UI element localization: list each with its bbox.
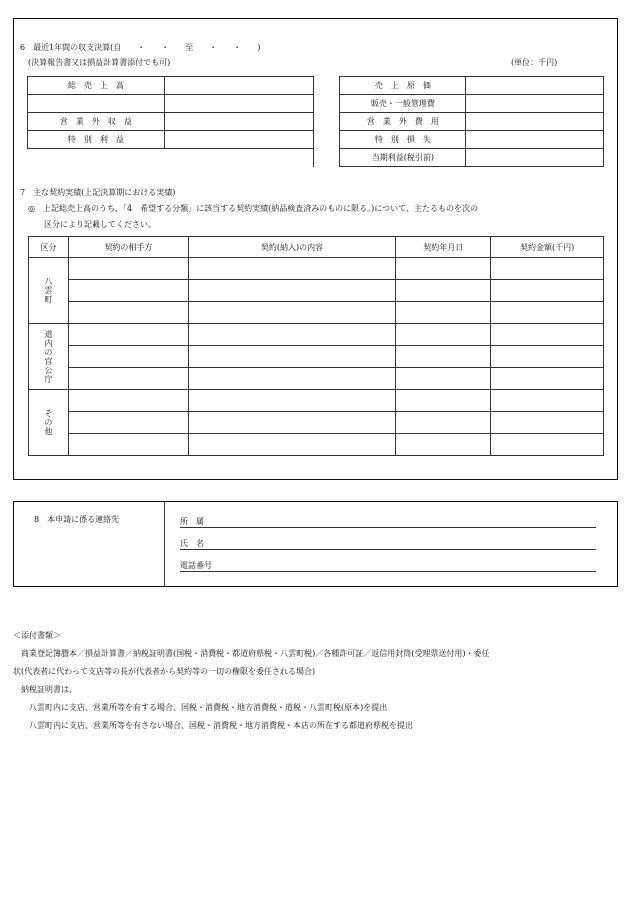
- input-cell[interactable]: [68, 434, 188, 456]
- input-cell[interactable]: [188, 258, 396, 280]
- label-blank: [28, 95, 165, 113]
- value-cell[interactable]: [164, 113, 314, 131]
- attachments-heading: ＜添付書類＞: [13, 631, 61, 640]
- label-non-operating-expense: 営 業 外 費 用: [340, 113, 466, 131]
- input-cell[interactable]: [188, 346, 396, 368]
- section7-paragraph-2: 区分により記載してください。: [44, 220, 156, 229]
- label-extraordinary-profit: 特 別 利 益: [28, 131, 165, 149]
- value-cell[interactable]: [164, 77, 314, 95]
- contact-divider: [164, 502, 165, 586]
- input-cell[interactable]: [188, 368, 396, 390]
- field-label-phone: 電話番号: [180, 561, 212, 570]
- header-date: 契約年月日: [396, 237, 491, 258]
- input-cell[interactable]: [396, 280, 491, 302]
- field-label-name: 氏 名: [180, 539, 204, 548]
- section7-paragraph-1: ◎ 上記総売上高のうち、「4 希望する分類」に該当する契約実績(納品検査済みのものに限る。)について、主たるものを次の: [28, 204, 478, 213]
- field-line-department[interactable]: [180, 527, 596, 528]
- attachments-line-2: 状(代表者に代わって支店等の長が代表者から契約等の一切の権限を委任される場合): [13, 667, 316, 676]
- input-cell[interactable]: [491, 412, 604, 434]
- value-cell[interactable]: [466, 131, 604, 149]
- financial-table: [27, 76, 604, 167]
- value-cell[interactable]: [466, 149, 604, 167]
- value-cell[interactable]: [466, 95, 604, 113]
- input-cell[interactable]: [491, 390, 604, 412]
- header-content: 契約(納入)の内容: [188, 237, 396, 258]
- input-cell[interactable]: [491, 434, 604, 456]
- label-cost-of-sales: 売 上 原 価: [340, 77, 466, 95]
- input-cell[interactable]: [68, 346, 188, 368]
- label-non-operating-income: 営 業 外 収 益: [28, 113, 165, 131]
- input-cell[interactable]: [188, 434, 396, 456]
- input-cell[interactable]: [396, 368, 491, 390]
- input-cell[interactable]: [491, 258, 604, 280]
- contracts-table: [28, 236, 604, 456]
- input-cell[interactable]: [491, 368, 604, 390]
- field-label-department: 所 属: [180, 517, 204, 526]
- section6-heading: 6 最近1年間の収支決算(自 ・ ・ 至 ・ ・ ): [20, 43, 261, 52]
- input-cell[interactable]: [396, 302, 491, 324]
- input-cell[interactable]: [68, 302, 188, 324]
- attachments-line-1: 商業登記簿謄本／損益計算書／納税証明書(国税・消費税・都道府県税・八雲町税)／各種許可証／返信用封筒(受理票送付用)・委任: [21, 649, 490, 658]
- value-cell[interactable]: [164, 131, 314, 149]
- input-cell[interactable]: [68, 258, 188, 280]
- group-hokkaido-public: 道内の官公庁: [29, 324, 69, 390]
- input-cell[interactable]: [396, 324, 491, 346]
- label-sga: 販売・一般管理費: [340, 95, 466, 113]
- input-cell[interactable]: [491, 346, 604, 368]
- section7-heading: 7 主な契約実績(上記決算期における実績): [20, 188, 176, 197]
- value-cell[interactable]: [164, 95, 314, 113]
- input-cell[interactable]: [68, 412, 188, 434]
- input-cell[interactable]: [188, 324, 396, 346]
- label-total-sales: 総 売 上 高: [28, 77, 165, 95]
- value-cell[interactable]: [466, 77, 604, 95]
- input-cell[interactable]: [188, 390, 396, 412]
- field-line-name[interactable]: [180, 549, 596, 550]
- input-cell[interactable]: [491, 324, 604, 346]
- label-extraordinary-loss: 特 別 損 失: [340, 131, 466, 149]
- input-cell[interactable]: [491, 280, 604, 302]
- input-cell[interactable]: [68, 280, 188, 302]
- value-cell[interactable]: [466, 113, 604, 131]
- attachments-line-5: 八雲町内に支店、営業所等を有さない場合、国税・消費税・地方消費税・本店の所在する都道府県税を提出: [29, 721, 413, 730]
- input-cell[interactable]: [396, 412, 491, 434]
- input-cell[interactable]: [188, 280, 396, 302]
- group-other: その他: [29, 390, 69, 456]
- input-cell[interactable]: [396, 258, 491, 280]
- field-line-phone[interactable]: [180, 571, 596, 572]
- section6-note: (決算報告書又は損益計算書添付でも可): [28, 58, 171, 67]
- header-counterparty: 契約の相手方: [68, 237, 188, 258]
- input-cell[interactable]: [188, 302, 396, 324]
- input-cell[interactable]: [396, 434, 491, 456]
- header-amount: 契約金額(千円): [491, 237, 604, 258]
- header-category: 区分: [29, 237, 69, 258]
- input-cell[interactable]: [68, 368, 188, 390]
- attachments-line-4: 八雲町内に支店、営業所等を有する場合、国税・消費税・地方消費税・道税・八雲町税(原本)を提出: [29, 703, 388, 712]
- input-cell[interactable]: [491, 302, 604, 324]
- unit-label: (単位：千円): [511, 58, 558, 67]
- input-cell[interactable]: [188, 412, 396, 434]
- group-yakumo: 八雲町: [29, 258, 69, 324]
- label-pretax-profit: 当期利益(税引前): [340, 149, 466, 167]
- input-cell[interactable]: [396, 390, 491, 412]
- input-cell[interactable]: [68, 390, 188, 412]
- input-cell[interactable]: [396, 346, 491, 368]
- input-cell[interactable]: [68, 324, 188, 346]
- section8-title: 8 本申請に係る連絡先: [34, 515, 120, 524]
- attachments-line-3: 納税証明書は、: [21, 685, 77, 694]
